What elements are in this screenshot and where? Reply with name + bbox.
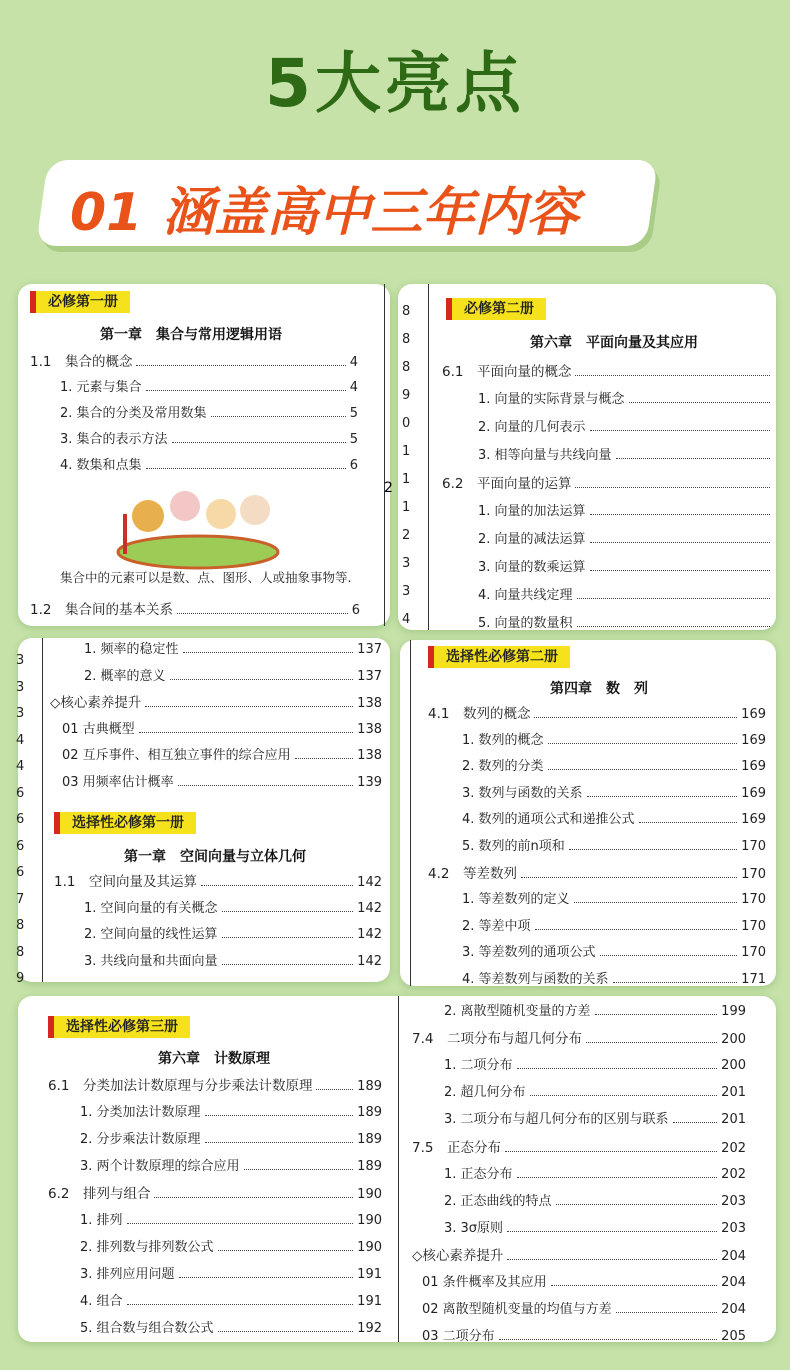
toc-row[interactable]	[478, 444, 774, 463]
toc-row-label: 2. 概率的意义	[84, 668, 166, 684]
dot-leader	[600, 955, 738, 956]
toc-row-label: 6.2 平面向量的运算	[442, 476, 572, 492]
toc-row[interactable]	[80, 1209, 382, 1228]
toc-row[interactable]	[80, 1236, 382, 1255]
edge-number: 4	[402, 612, 411, 627]
toc-row[interactable]	[62, 744, 382, 763]
grass-ring	[118, 536, 278, 568]
toc-row-label: 3. 两个计数原理的综合应用	[80, 1159, 240, 1174]
dot-leader	[673, 1122, 718, 1123]
banner-heading	[70, 170, 578, 245]
dot-leader	[556, 1204, 718, 1205]
toc-row-page: 169	[741, 707, 766, 722]
toc-row[interactable]	[80, 1155, 382, 1174]
toc-row[interactable]	[422, 1271, 746, 1290]
dot-leader	[613, 982, 738, 983]
toc-row-label: 3. 数列与函数的关系	[462, 785, 583, 801]
dot-leader	[629, 402, 770, 403]
chapter-title: 第六章 计数原理	[158, 1051, 270, 1067]
dot-leader	[517, 1177, 718, 1178]
toc-row-page: 191	[357, 1267, 382, 1282]
edge-number: 3	[402, 556, 411, 571]
toc-row-page: 190	[357, 1187, 382, 1202]
toc-row-label: 5. 组合数与组合数公式	[80, 1321, 214, 1336]
dot-leader	[172, 442, 346, 443]
toc-row-page: 200	[721, 1032, 746, 1048]
edge-number: 6	[16, 865, 25, 880]
toc-row[interactable]	[444, 1054, 746, 1073]
toc-row-label: 5. 数列的前n项和	[462, 839, 565, 854]
toc-row[interactable]	[60, 402, 358, 421]
chapter-title: 第六章 平面向量及其应用	[530, 335, 698, 351]
toc-row-label: 3. 3σ原则	[444, 1220, 504, 1236]
toc-row[interactable]	[462, 968, 766, 987]
edge-number: 7	[16, 891, 25, 907]
dot-leader	[499, 1339, 717, 1340]
monk-head	[206, 499, 236, 529]
toc-row-page: 6	[349, 458, 358, 473]
toc-row[interactable]	[48, 1182, 382, 1202]
toc-row-page: 170	[741, 892, 766, 908]
toc-row-page: 142	[357, 927, 382, 942]
toc-row-label: 01 古典概型	[62, 721, 135, 737]
toc-row-page: 171	[741, 972, 766, 987]
edge-number: 8	[16, 918, 25, 933]
toc-row[interactable]	[444, 1000, 746, 1019]
book-tag: 必修第二册	[446, 298, 546, 320]
toc-row-page: 192	[357, 1321, 382, 1336]
dot-leader	[218, 1331, 354, 1332]
toc-row-label: 3. 集合的表示方法	[60, 432, 168, 447]
toc-row-label: 4.1 数列的概念	[428, 706, 531, 722]
page-divider	[398, 996, 399, 1342]
toc-row[interactable]	[54, 870, 382, 890]
edge-number: 6	[16, 838, 25, 854]
toc-row[interactable]	[84, 923, 382, 942]
toc-row-label: 1. 频率的稳定性	[84, 642, 179, 657]
edge-number: 3	[16, 653, 25, 668]
cartoon-illustration	[113, 474, 283, 574]
dot-leader	[211, 416, 346, 417]
dot-leader	[587, 796, 738, 797]
dot-leader	[222, 937, 354, 938]
toc-row[interactable]	[462, 729, 766, 748]
toc-row-page: 169	[741, 812, 766, 828]
toc-row[interactable]	[80, 1128, 382, 1147]
edge-number: 1	[402, 472, 411, 487]
dot-leader	[574, 902, 738, 903]
dot-leader	[577, 598, 770, 599]
dot-leader	[505, 1151, 717, 1152]
toc-row-label: 3. 向量的数乘运算	[478, 560, 586, 575]
toc-row[interactable]	[478, 388, 774, 407]
dot-leader	[595, 1014, 718, 1015]
toc-row-label: 4.2 等差数列	[428, 865, 517, 882]
toc-row-label: 2. 超几何分布	[444, 1085, 526, 1101]
dot-leader	[616, 1312, 717, 1313]
toc-row[interactable]	[84, 665, 382, 684]
dot-leader	[201, 885, 353, 886]
toc-row-label: 4. 向量共线定理	[478, 588, 573, 603]
toc-row[interactable]	[84, 950, 382, 969]
monkey-head	[132, 500, 164, 532]
toc-row[interactable]	[428, 862, 766, 882]
edge-number: 6	[16, 812, 25, 827]
toc-row-page: 205	[721, 1329, 746, 1345]
toc-row-label: 3. 等差数列的通项公式	[462, 945, 596, 961]
toc-row[interactable]	[444, 1217, 746, 1236]
book-tag: 选择性必修第一册	[54, 812, 196, 834]
toc-row-page: 169	[741, 759, 766, 775]
toc-row-label: 2. 离散型随机变量的方差	[444, 1004, 591, 1019]
toc-row[interactable]	[80, 1263, 382, 1282]
toc-row-label: 2. 向量的减法运算	[478, 532, 586, 547]
toc-row-label: 1. 排列	[80, 1213, 123, 1228]
toc-row-label: 2. 集合的分类及常用数集	[60, 406, 207, 421]
toc-row[interactable]	[478, 528, 774, 547]
toc-row[interactable]	[50, 691, 382, 711]
edge-number: 1	[402, 500, 411, 515]
edge-number: 4	[16, 732, 25, 748]
toc-card-compulsory-1	[18, 284, 390, 626]
toc-row-label: 01 条件概率及其应用	[422, 1275, 547, 1290]
book-tag: 必修第一册	[30, 291, 130, 313]
dot-leader	[590, 542, 770, 543]
toc-row-label: 2. 空间向量的线性运算	[84, 927, 218, 942]
toc-row-page: 138	[357, 748, 382, 763]
dot-leader	[590, 570, 770, 571]
toc-card-elective-2	[400, 640, 776, 986]
dot-leader	[145, 706, 353, 707]
staff	[123, 514, 127, 554]
toc-row[interactable]	[444, 1108, 746, 1127]
toc-row-page: 139	[357, 774, 382, 790]
dot-leader	[590, 514, 770, 515]
toc-row-label: ◇核心素养提升	[412, 1247, 504, 1264]
toc-row[interactable]	[412, 1244, 746, 1264]
edge-number: 3	[16, 706, 25, 721]
sand-monk-head	[240, 495, 270, 525]
dot-leader	[586, 1042, 717, 1043]
edge-number: 2	[402, 528, 411, 543]
toc-row-label: 4. 数集和点集	[60, 458, 142, 473]
page-divider	[384, 284, 385, 626]
toc-row[interactable]	[84, 897, 382, 916]
dot-leader	[517, 1068, 718, 1069]
dot-leader	[548, 769, 738, 770]
toc-row-label: 1. 数列的概念	[462, 732, 544, 748]
toc-row-page: 190	[357, 1240, 382, 1255]
toc-row-label: 1. 二项分布	[444, 1058, 513, 1074]
page-edge-numbers	[402, 298, 410, 634]
dot-leader	[127, 1304, 354, 1305]
toc-row[interactable]	[444, 1190, 746, 1209]
dot-leader	[183, 652, 354, 653]
toc-row-label: 7.4 二项分布与超几何分布	[412, 1031, 582, 1048]
toc-row-page: 138	[357, 721, 382, 737]
dot-leader	[590, 430, 770, 431]
toc-row[interactable]	[422, 1298, 746, 1317]
toc-row[interactable]	[80, 1101, 382, 1120]
pig-head	[170, 491, 200, 521]
toc-row[interactable]	[60, 376, 358, 395]
toc-row[interactable]	[60, 454, 358, 473]
toc-card-elective-3	[18, 996, 776, 1345]
toc-row-label: 3. 相等向量与共线向量	[478, 448, 612, 463]
toc-row-page: 204	[721, 1302, 746, 1318]
toc-row-label: 1. 向量的实际背景与概念	[478, 392, 625, 407]
edge-number: 0	[402, 416, 411, 431]
toc-row-page: 170	[741, 839, 766, 854]
dot-leader	[507, 1259, 717, 1260]
edge-number: 4	[16, 759, 25, 774]
dot-leader	[295, 758, 353, 759]
edge-number: 8	[402, 304, 411, 319]
page-divider	[410, 640, 411, 986]
edge-number: 9	[16, 971, 25, 986]
toc-row-page: 191	[357, 1294, 382, 1309]
toc-row[interactable]	[462, 915, 766, 934]
book-tag: 选择性必修第二册	[428, 646, 570, 668]
page-divider	[42, 638, 43, 982]
toc-row-label: 4. 组合	[80, 1294, 123, 1309]
toc-row-label: 2. 数列的分类	[462, 759, 544, 775]
dot-leader	[569, 849, 737, 850]
toc-row[interactable]	[412, 1136, 746, 1156]
toc-row[interactable]	[478, 612, 774, 631]
banner-number: 01	[70, 183, 143, 243]
dot-leader	[548, 743, 738, 744]
toc-row-page: 200	[721, 1058, 746, 1074]
dot-leader	[551, 1285, 717, 1286]
toc-row[interactable]	[48, 1074, 382, 1094]
dot-leader	[222, 911, 354, 912]
toc-row-label: 7.5 正态分布	[412, 1139, 501, 1156]
page-hero-title: 5大亮点	[265, 45, 525, 122]
toc-row-page: 142	[357, 953, 382, 969]
edge-number: 3	[402, 584, 411, 599]
toc-row-page: 169	[741, 732, 766, 748]
toc-row-label: 6.1 分类加法计数原理与分步乘法计数原理	[48, 1078, 313, 1094]
toc-row[interactable]	[462, 835, 766, 854]
toc-row-page: 189	[357, 1105, 382, 1120]
toc-row-page: 169	[741, 785, 766, 801]
toc-row-page: 203	[721, 1193, 746, 1209]
toc-row-label: 2. 排列数与排列数公式	[80, 1240, 214, 1255]
toc-row[interactable]	[442, 360, 774, 380]
book-tag: 选择性必修第三册	[48, 1016, 190, 1038]
toc-row-page: 137	[357, 668, 382, 684]
toc-row-page: 4	[349, 380, 358, 395]
toc-card-compulsory-2	[398, 284, 776, 630]
dot-leader	[616, 458, 770, 459]
dot-leader	[136, 365, 345, 366]
toc-row-label: 2. 正态曲线的特点	[444, 1193, 552, 1209]
toc-row-label: 5. 向量的数量积	[478, 616, 573, 631]
toc-row-page: 204	[721, 1275, 746, 1290]
toc-row-label: 03 用频率估计概率	[62, 774, 174, 790]
edge-number: 8	[402, 332, 411, 347]
toc-row-page: 137	[357, 642, 382, 657]
toc-row-page: 142	[357, 875, 382, 890]
dot-leader	[170, 679, 354, 680]
dot-leader	[530, 1095, 718, 1096]
toc-row-page: 204	[721, 1248, 746, 1264]
toc-row-label: 4. 数列的通项公式和递推公式	[462, 812, 635, 828]
toc-row[interactable]	[412, 1027, 746, 1047]
toc-row-page: 203	[721, 1220, 746, 1236]
page-divider	[428, 284, 429, 630]
dot-leader	[146, 390, 346, 391]
page-edge-numbers	[16, 648, 24, 993]
dot-leader	[577, 626, 770, 627]
toc-row[interactable]	[462, 888, 766, 907]
toc-row-page: 170	[741, 945, 766, 961]
toc-row-label: 1. 等差数列的定义	[462, 892, 570, 908]
toc-row-page: 201	[721, 1085, 746, 1101]
toc-row-page: 5	[349, 432, 358, 447]
toc-row-label: 1.1 空间向量及其运算	[54, 874, 197, 890]
toc-row[interactable]	[444, 1081, 746, 1100]
toc-row-page: 189	[357, 1079, 382, 1094]
toc-row-label: 02 离散型随机变量的均值与方差	[422, 1302, 612, 1318]
banner-title: 涵盖高中三年内容	[162, 183, 579, 243]
toc-row-label: 03 二项分布	[422, 1329, 495, 1345]
toc-row-label: 1. 分类加法计数原理	[80, 1105, 201, 1120]
edge-number: 6	[16, 785, 25, 801]
toc-row-label: 2. 等差中项	[462, 918, 531, 934]
edge-number: 8	[16, 944, 25, 960]
toc-row-label: 1. 正态分布	[444, 1166, 513, 1182]
toc-row-page: 4	[349, 355, 358, 370]
toc-row-page: 189	[357, 1132, 382, 1147]
dot-leader	[178, 785, 353, 786]
toc-row-label: 2. 分步乘法计数原理	[80, 1132, 201, 1147]
toc-row[interactable]	[478, 556, 774, 575]
toc-row[interactable]: 1.2 集合间的基本关系 6	[30, 602, 360, 618]
toc-row-label: 1. 空间向量的有关概念	[84, 900, 218, 916]
dot-leader	[575, 375, 770, 376]
dot-leader	[218, 1250, 354, 1251]
dot-leader	[222, 964, 354, 965]
toc-row[interactable]	[478, 584, 774, 603]
dot-leader	[316, 1089, 353, 1090]
toc-row[interactable]	[442, 472, 774, 492]
toc-row[interactable]	[60, 428, 358, 447]
edge-number: 2	[384, 480, 393, 496]
toc-card-elective-1	[16, 638, 390, 986]
toc-row[interactable]	[462, 808, 766, 827]
toc-row-label: 4. 等差数列与函数的关系	[462, 972, 609, 987]
dot-leader	[535, 929, 738, 930]
toc-row[interactable]	[478, 416, 774, 435]
toc-row-label: 3. 二项分布与超几何分布的区别与联系	[444, 1112, 669, 1128]
dot-leader	[507, 1231, 717, 1232]
toc-row-label: 1. 元素与集合	[60, 380, 142, 395]
toc-row[interactable]	[62, 718, 382, 737]
chapter-title: 第四章 数 列	[550, 681, 648, 697]
toc-row-label: 02 互斥事件、相互独立事件的综合应用	[62, 748, 291, 763]
dot-leader	[205, 1142, 354, 1143]
toc-row-label: 3. 共线向量和共面向量	[84, 953, 218, 969]
toc-row-page: 201	[721, 1112, 746, 1128]
dot-leader	[575, 487, 770, 488]
toc-row-label: 1. 向量的加法运算	[478, 504, 586, 519]
dot-leader	[639, 822, 738, 823]
chapter-title: 第一章 空间向量与立体几何	[124, 849, 306, 865]
toc-row-page: 190	[357, 1213, 382, 1228]
toc-row-page: 170	[741, 866, 766, 882]
toc-row[interactable]	[462, 941, 766, 960]
dot-leader	[205, 1115, 354, 1116]
toc-row-page: 189	[357, 1159, 382, 1174]
dot-leader	[534, 717, 737, 718]
toc-row-label: 6.1 平面向量的概念	[442, 364, 572, 380]
edge-number: 1	[402, 444, 411, 459]
toc-row[interactable]	[428, 702, 766, 722]
toc-row-label: 1.1 集合的概念	[30, 354, 133, 370]
dot-leader	[521, 877, 737, 878]
toc-row[interactable]	[30, 350, 358, 370]
edge-number: 3	[16, 679, 25, 695]
toc-row-label: ◇核心素养提升	[50, 695, 142, 711]
toc-row-page: 202	[721, 1166, 746, 1182]
toc-row[interactable]	[62, 771, 382, 790]
toc-row-label: 2. 向量的几何表示	[478, 420, 586, 435]
edge-number: 8	[402, 360, 411, 375]
toc-row[interactable]	[80, 1290, 382, 1309]
toc-row[interactable]	[84, 638, 382, 657]
toc-row-label: 3. 排列应用问题	[80, 1267, 175, 1282]
toc-row-page: 5	[349, 406, 358, 421]
dot-leader	[139, 732, 353, 733]
chapter-title: 第一章 集合与常用逻辑用语	[100, 327, 282, 343]
toc-row[interactable]	[462, 755, 766, 774]
dot-leader	[127, 1223, 354, 1224]
toc-row[interactable]	[80, 1317, 382, 1336]
toc-row-page: 202	[721, 1140, 746, 1156]
toc-row[interactable]	[444, 1163, 746, 1182]
dot-leader	[244, 1169, 354, 1170]
toc-row[interactable]	[422, 1325, 746, 1344]
toc-row[interactable]	[478, 500, 774, 519]
dot-leader	[179, 1277, 354, 1278]
illustration-caption: 集合中的元素可以是数、点、图形、人或抽象事物等.	[60, 570, 352, 585]
toc-row-page: 138	[357, 696, 382, 711]
edge-number: 9	[402, 388, 411, 403]
toc-row-label: 6.2 排列与组合	[48, 1186, 151, 1202]
dot-leader	[146, 468, 346, 469]
dot-leader	[154, 1197, 353, 1198]
toc-row-page: 199	[721, 1004, 746, 1019]
toc-row[interactable]	[462, 782, 766, 801]
toc-row-page: 142	[357, 900, 382, 916]
toc-row-page: 170	[741, 918, 766, 934]
